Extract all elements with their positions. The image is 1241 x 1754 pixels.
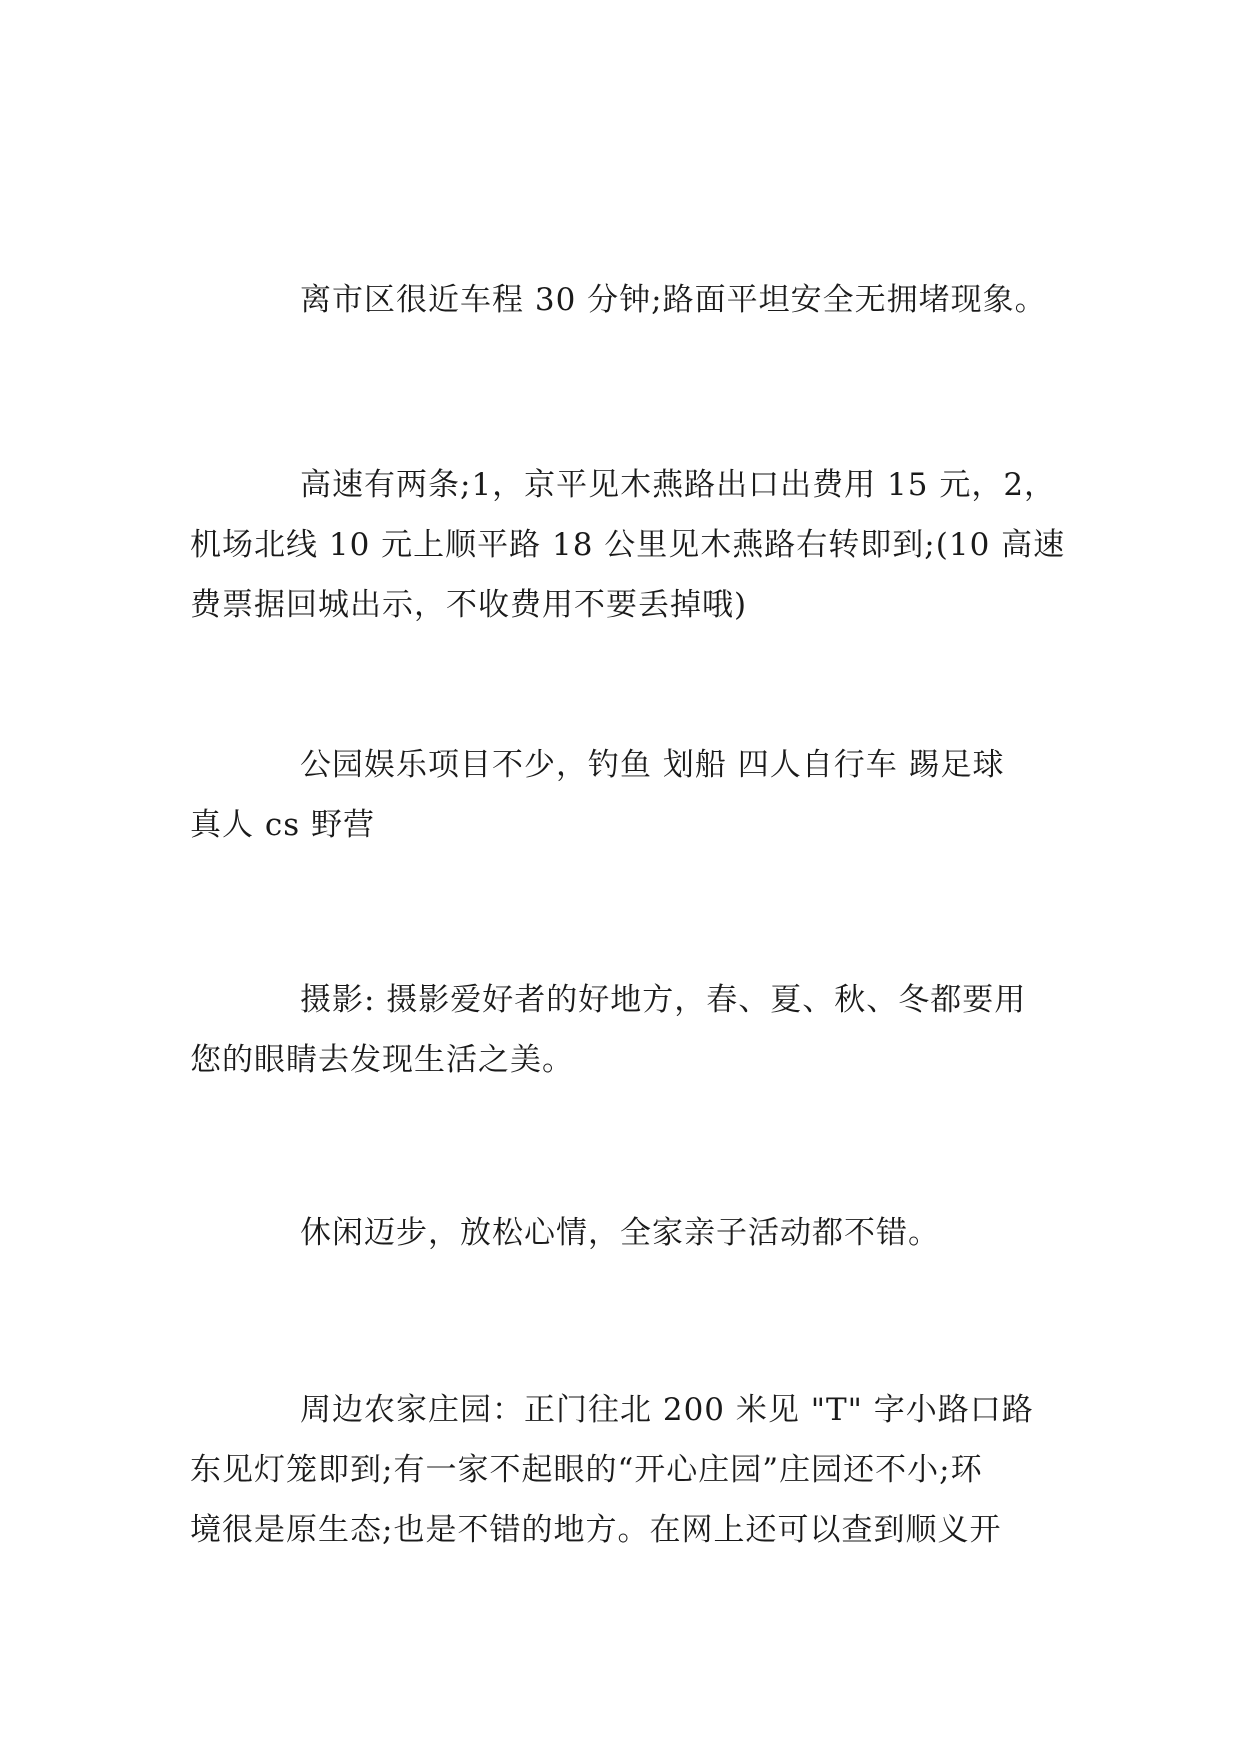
paragraph-line: 费票据回城出示，不收费用不要丢掉哦) bbox=[190, 587, 748, 623]
paragraph-line: 境很是原生态;也是不错的地方。在网上还可以查到顺义开 bbox=[190, 1512, 1002, 1548]
paragraph-line: 周边农家庄园：正门往北 200 米见 "T" 字小路口路 bbox=[300, 1392, 1034, 1428]
paragraph-line: 高速有两条;1，京平见木燕路出口出费用 15 元，2， bbox=[300, 467, 1057, 503]
paragraph-line: 摄影: 摄影爱好者的好地方，春、夏、秋、冬都要用 bbox=[300, 982, 1027, 1018]
paragraph-activities bbox=[190, 735, 1060, 855]
paragraph-line: 东见灯笼即到;有一家不起眼的“开心庄园”庄园还不小;环 bbox=[190, 1452, 983, 1488]
paragraph-nearby-farm bbox=[190, 1380, 1060, 1560]
paragraph-photography bbox=[190, 970, 1060, 1090]
paragraph-leisure bbox=[190, 1203, 1060, 1263]
paragraph-line: 机场北线 10 元上顺平路 18 公里见木燕路右转即到;(10 高速 bbox=[190, 527, 1066, 563]
paragraph-highways bbox=[190, 455, 1066, 635]
paragraph-line: 离市区很近车程 30 分钟;路面平坦安全无拥堵现象。 bbox=[300, 282, 1047, 318]
paragraph-line: 真人 cs 野营 bbox=[190, 807, 375, 843]
paragraph-distance bbox=[190, 270, 1060, 330]
paragraph-line: 您的眼睛去发现生活之美。 bbox=[190, 1042, 574, 1078]
paragraph-line: 公园娱乐项目不少，钓鱼 划船 四人自行车 踢足球 bbox=[300, 747, 1005, 783]
paragraph-line: 休闲迈步，放松心情，全家亲子活动都不错。 bbox=[300, 1215, 940, 1251]
